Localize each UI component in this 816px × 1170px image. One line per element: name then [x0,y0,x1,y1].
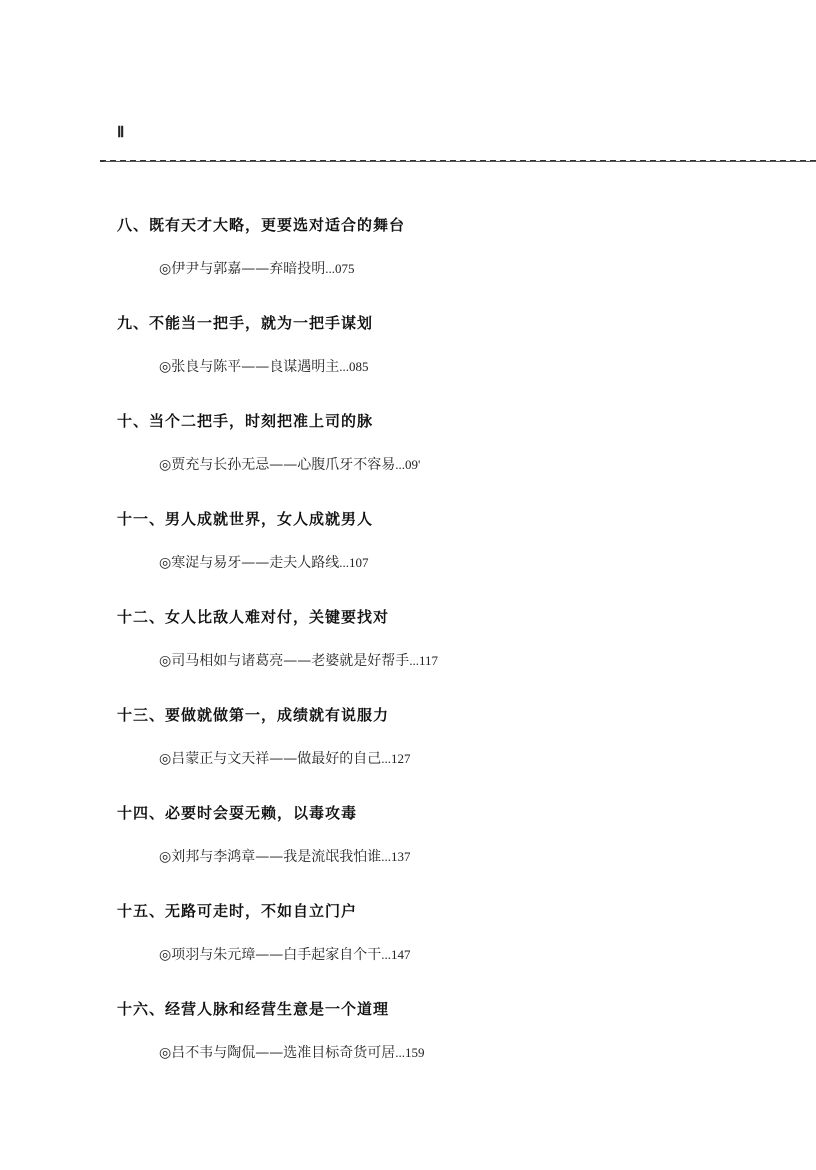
chapter-entry-link[interactable] [159,846,410,866]
chapter-entry-link[interactable] [159,356,368,376]
chapter-title: 九、不能当一把手，就为一把手谋划 [117,314,374,332]
entry-text: ◎吕不韦与陶侃——选准目标奇货可居 [159,1045,396,1061]
page-ref: ...137 [381,849,411,864]
page-ref: ...085 [339,359,369,374]
chapter-title: 十一、男人成就世界，女人成就男人 [117,510,374,528]
chapter-title: 十四、必要时会耍无赖，以毒攻毒 [117,804,358,822]
entry-text: ◎伊尹与郭嘉——弃暗投明 [159,261,326,277]
entry-text: ◎贾充与长孙无忌——心腹爪牙不容易 [159,457,396,473]
page-ref: ...127 [381,751,411,766]
entry-text: ◎项羽与朱元璋——白手起家自个干 [159,947,382,963]
chapter-title: 十二、女人比敌人难对付，关键要找对 [117,608,390,626]
entry-text: ◎吕蒙正与文天祥——做最好的自己 [159,751,382,767]
table-of-contents [0,212,816,1094]
toc-chapter-12 [0,604,816,702]
chapter-entry-link[interactable] [159,944,410,964]
header-rule-line [104,161,816,162]
chapter-title: 十、当个二把手，时刻把准上司的脉 [117,412,374,430]
page-ref: ...107 [339,555,369,570]
entry-text: ◎寒浞与易牙——走夫人路线 [159,555,340,571]
page-number: Ⅱ [117,125,125,141]
toc-chapter-15 [0,898,816,996]
entry-text: ◎司马相如与诸葛亮——老婆就是好帮手 [159,653,410,669]
page-ref: ...117 [409,653,438,668]
chapter-title: 八、既有天才大略，更要选对适合的舞台 [117,216,406,234]
chapter-entry-link[interactable] [159,454,420,474]
chapter-entry-link[interactable] [159,258,354,278]
toc-chapter-8 [0,212,816,310]
toc-chapter-16 [0,996,816,1094]
entry-text: ◎张良与陈平——良谋遇明主 [159,359,340,375]
toc-chapter-10 [0,408,816,506]
page-ref: ...159 [395,1045,425,1060]
toc-chapter-11 [0,506,816,604]
page-ref: ...09' [395,457,421,472]
page-ref: ...147 [381,947,411,962]
toc-chapter-14 [0,800,816,898]
chapter-title: 十六、经营人脉和经营生意是一个道理 [117,1000,390,1018]
chapter-entry-link[interactable] [159,748,410,768]
chapter-entry-link[interactable] [159,1042,424,1062]
entry-text: ◎刘邦与李鸿章——我是流氓我怕谁 [159,849,382,865]
chapter-title: 十五、无路可走时，不如自立门户 [117,902,358,920]
toc-chapter-13 [0,702,816,800]
toc-chapter-9 [0,310,816,408]
chapter-title: 十三、要做就做第一，成绩就有说服力 [117,706,390,724]
chapter-entry-link[interactable] [159,552,368,572]
chapter-entry-link[interactable] [159,650,438,670]
page-ref: ...075 [325,261,355,276]
